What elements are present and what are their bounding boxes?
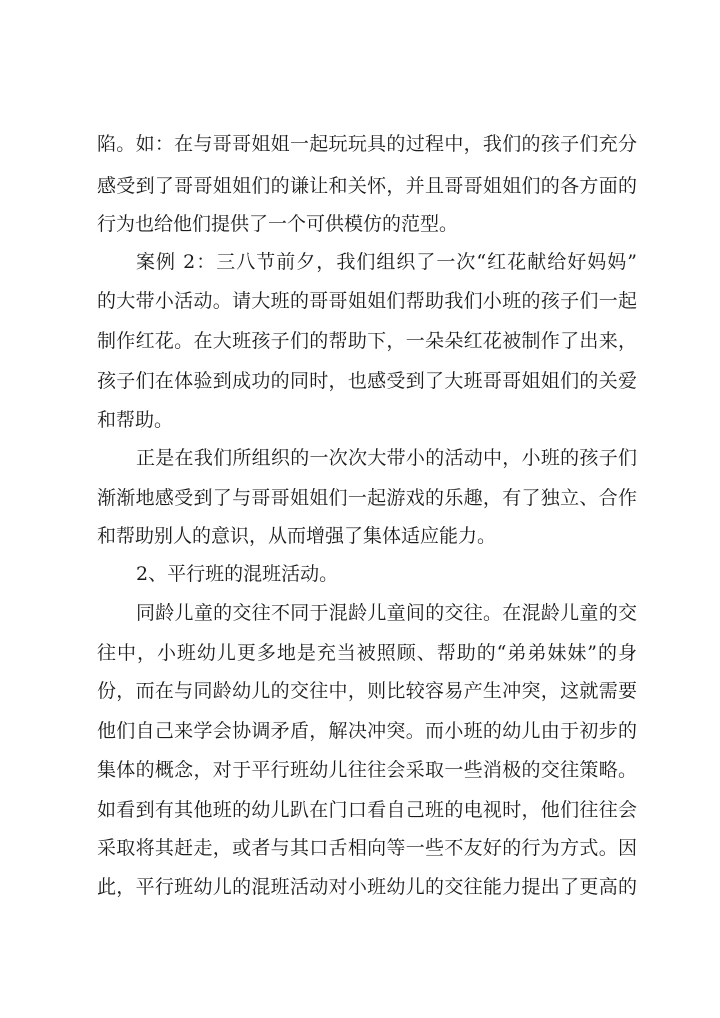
paragraph-line: 份，而在与同龄幼儿的交往中，则比较容易产生冲突，这就需要: [97, 680, 637, 702]
paragraph-line: 陷。如：在与哥哥姐姐一起玩玩具的过程中，我们的孩子们充分: [97, 133, 637, 155]
paragraph-line: 集体的概念，对于平行班幼儿往往会采取一些消极的交往策略。: [97, 759, 637, 781]
paragraph-line: 此，平行班幼儿的混班活动对小班幼儿的交往能力提出了更高的: [97, 876, 637, 898]
paragraph-line: 正是在我们所组织的一次次大带小的活动中，小班的孩子们: [136, 447, 637, 469]
paragraph-line: 渐渐地感受到了与哥哥姐姐们一起游戏的乐趣，有了独立、合作: [97, 487, 637, 509]
paragraph-line: 往中，小班幼儿更多地是充当被照顾、帮助的“弟弟妹妹”的身: [97, 642, 637, 664]
paragraph-line: 同龄儿童的交往不同于混龄儿童间的交往。在混龄儿童的交: [136, 602, 637, 624]
paragraph-line: 如看到有其他班的幼儿趴在门口看自己班的电视时，他们往往会: [97, 799, 637, 821]
paragraph-line: 和帮助别人的意识，从而增强了集体适应能力。: [97, 525, 497, 547]
paragraph-line: 制作红花。在大班孩子们的帮助下，一朵朵红花被制作了出来，: [97, 330, 637, 352]
paragraph-line: 孩子们在体验到成功的同时，也感受到了大班哥哥姐姐们的关爱: [97, 370, 637, 392]
section-heading: 2、平行班的混班活动。: [136, 563, 339, 585]
paragraph-line: 行为也给他们提供了一个可供模仿的范型。: [97, 213, 459, 235]
paragraph-line: 采取将其赶走，或者与其口舌相向等一些不友好的行为方式。因: [97, 837, 637, 859]
paragraph-line: 的大带小活动。请大班的哥哥姐姐们帮助我们小班的孩子们一起: [97, 290, 637, 312]
paragraph-line: 感受到了哥哥姐姐们的谦让和关怀，并且哥哥姐姐们的各方面的: [97, 175, 637, 197]
paragraph-line: 他们自己来学会协调矛盾，解决冲突。而小班的幼儿由于初步的: [97, 720, 637, 742]
paragraph-line: 案例 2：三八节前夕，我们组织了一次“红花献给好妈妈”: [136, 251, 637, 273]
paragraph-line: 和帮助。: [97, 409, 174, 431]
